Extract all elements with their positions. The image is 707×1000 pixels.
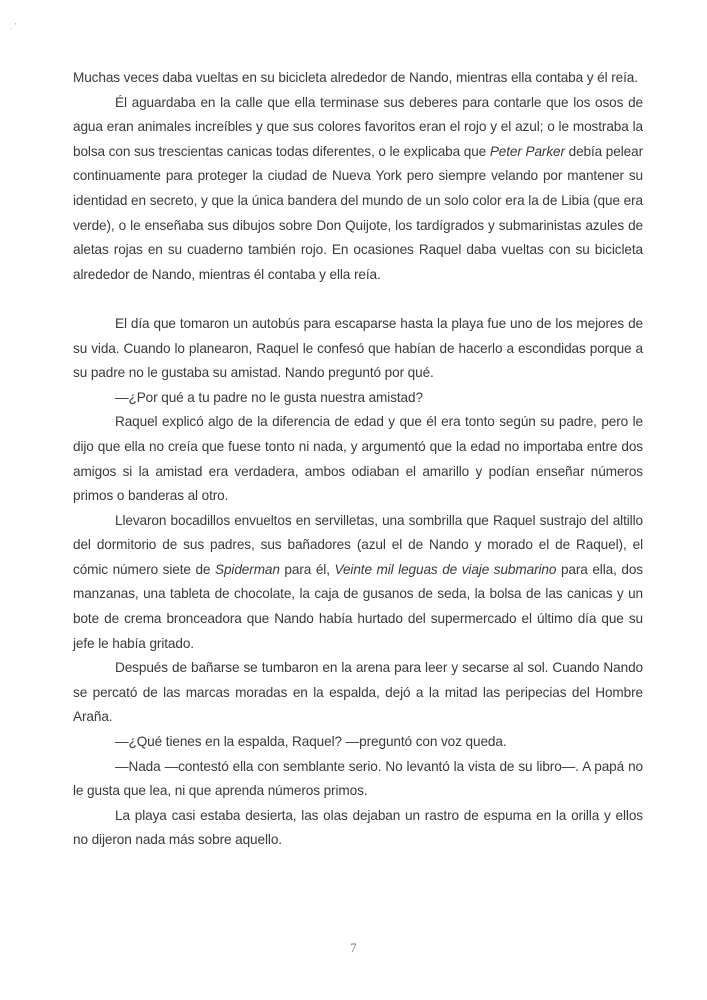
- dialogue-3: —Nada —contestó ella con semblante serio. No levantó la vista de su libro—. A papá no le gusta que lea, ni que aprenda números primos.: [73, 758, 643, 799]
- dialogue-2: —¿Qué tienes en la espalda, Raquel? —preguntó con voz queda.: [115, 734, 507, 750]
- paragraph-4: Raquel explicó algo de la diferencia de edad y que él era tonto según su padre, pero le dijo que ella no creía que fuese tonto ni nada, y argumentó que la edad no importaba entre dos amigos si la amistad era verdadera, ambos odiaban el amarillo y podían enseñar números primos o banderas al otro.: [73, 414, 643, 504]
- page-body: [73, 66, 643, 853]
- italic-spiderman: Spiderman: [215, 561, 280, 577]
- paragraph-7: La playa casi estaba desierta, las olas dejaban un rastro de espuma en la orilla y ellos no dijeron nada más sobre aquello.: [73, 807, 643, 848]
- italic-peter-parker: Peter Parker: [489, 143, 565, 159]
- paragraph-5-text-b: para él,: [279, 561, 335, 577]
- page-number: 7: [350, 940, 357, 955]
- paragraph-3: El día que tomaron un autobús para escaparse hasta la playa fue uno de los mejores de su vida. Cuando lo planearon, Raquel le confesó que habían de hacerlo a escondidas porque a su padre no le gustaba su amistad. Nando preguntó por qué.: [73, 315, 643, 381]
- scan-specks: . ': [10, 22, 16, 31]
- italic-veinte-mil-leguas: Veinte mil leguas de viaje submarino: [334, 561, 557, 577]
- paragraph-2: [73, 91, 643, 288]
- paragraph-5-text-a: Llevaron bocadillos envueltos en servilletas, una sombrilla que Raquel sustrajo del altillo del dormitorio de sus padres, sus bañadores (azul el de Nando y morado el de Raquel), el cómic número siete de: [73, 512, 643, 577]
- paragraph-5-text-c: para ella, dos manzanas, una tableta de chocolate, la caja de gusanos de seda, la bolsa de las canicas y un bote de crema bronceadora que Nando había hurtado del supermercado el último día que su jefe le había gritado.: [73, 561, 643, 651]
- dialogue-1: —¿Por qué a tu padre no le gusta nuestra amistad?: [115, 389, 423, 405]
- paragraph-2-text-b: debía pelear continuamente para proteger la ciudad de Nueva York pero siempre velando por mantener su identidad en secreto, y que la única bandera del mundo de un solo color era la de Libia (que era verde), o le enseñaba sus dibujos sobre Don Quijote, los tardígrados y submarinistas azules de aletas rojas en su cuaderno también rojo. En ocasiones Raquel daba vueltas con su bicicleta alrededor de Nando, mientras él contaba y ella reía.: [73, 143, 643, 282]
- paragraph-1: Muchas veces daba vueltas en su bicicleta alrededor de Nando, mientras ella contaba y él reía.: [73, 70, 638, 85]
- paragraph-6: Después de bañarse se tumbaron en la arena para leer y secarse al sol. Cuando Nando se percató de las marcas moradas en la espalda, dejó a la mitad las peripecias del Hombre Araña.: [73, 660, 643, 725]
- paragraph-2-text-a: Él aguardaba en la calle que ella terminase sus deberes para contarle que los osos de agua eran animales increíbles y que sus colores favoritos eran el rojo y el azul; o le mostraba la bolsa con sus trescientas canicas todas diferentes, o le explicaba que: [73, 94, 643, 159]
- paragraph-5: [73, 509, 643, 657]
